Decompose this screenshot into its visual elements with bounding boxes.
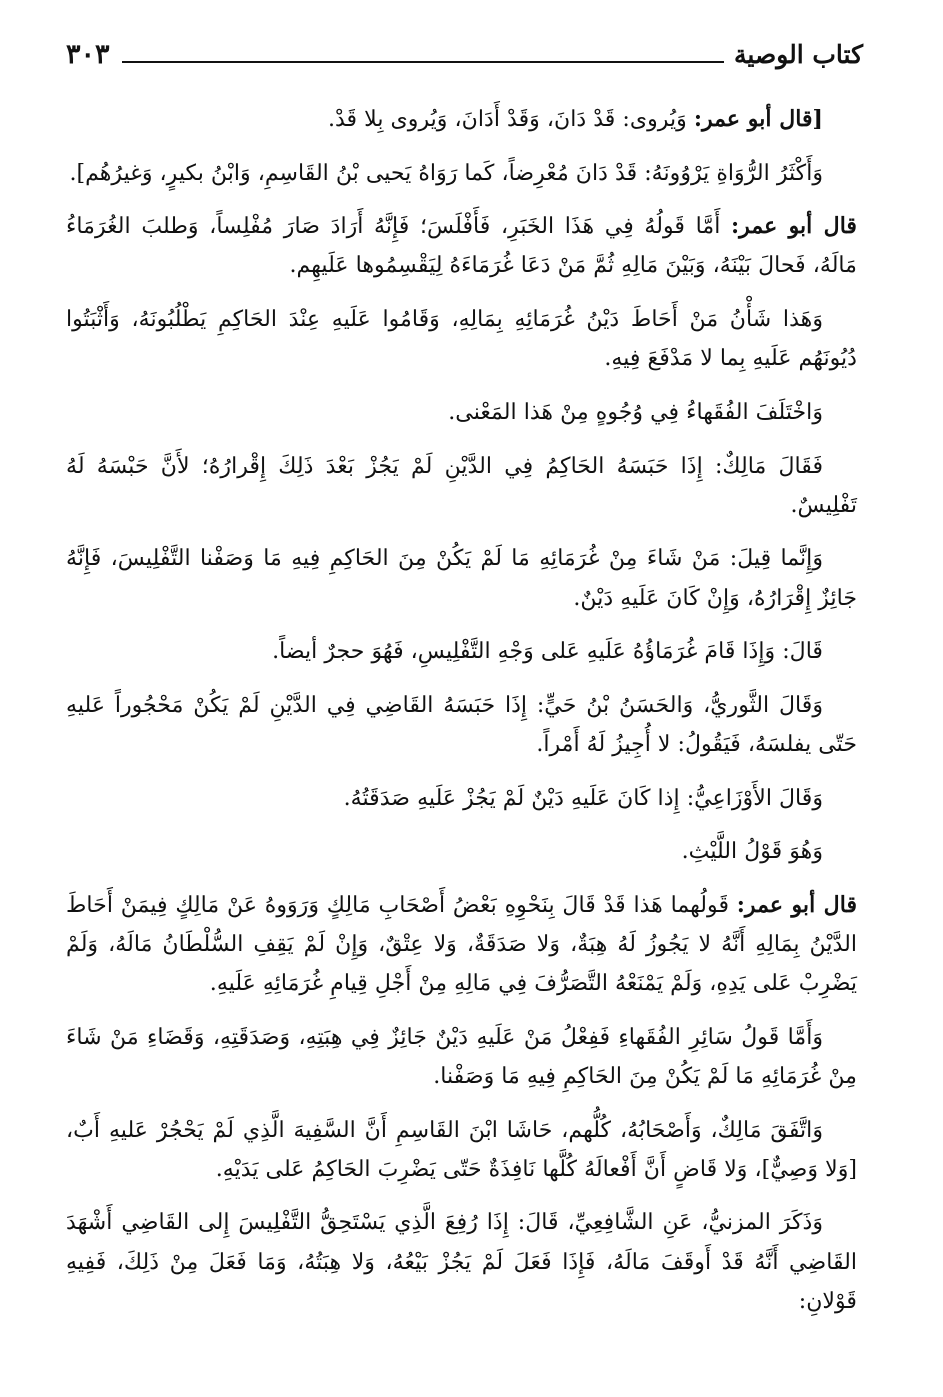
- paragraph-text: قَالَ: وَإِذَا قَامَ غُرَمَاؤُهُ عَلَيهِ عَلى وَجْهِ التَّفْلِيسِ، فَهُوَ حجرٌ أيضاً.: [272, 638, 823, 665]
- book-title: كتاب الوصية: [734, 39, 863, 69]
- paragraph-text: وَاخْتَلَفَ الفُقَهاءُ فِي وُجُوهٍ مِنْ هَذا المَعْنى.: [448, 398, 823, 425]
- paragraph-text: وَأَكْثَرُ الرُّوَاةِ يَرْوُونَهُ: قَدْ دَانَ مُعْرِضاً، كَما رَوَاهُ يَحيى بْنُ القَاسِمِ، وَابْنُ بكيرٍ، وَغيرُهُم].: [69, 159, 823, 186]
- paragraph: [66, 832, 857, 871]
- page-body: [66, 100, 857, 1335]
- paragraph-text: وَاتَّفَقَ مَالِكٌ، وَأَصْحَابُهُ، كُلُّهم، حَاشَا ابْنَ القَاسِمِ أَنَّ السَّفِيهَ الَّذِي لَمْ يَحْجُرْ عَليهِ أَبٌ، [وَلا وَصِيٌّ]، وَلا قَاضٍ أَنَّ أَفْعالَهُ كُلَّها نَافِذَةٌ حَتّى يَضْرِبَ الحَاكِمُ عَلى يَدَيْهِ.: [66, 1116, 857, 1182]
- paragraph: [66, 686, 857, 764]
- page-number: ٣٠٣: [66, 38, 110, 70]
- paragraph-text: وَقَالَ الثَّوريُّ، وَالحَسَنُ بْنُ حَيٍّ: إِذَا حَبَسَهُ القَاضِي فِي الدَّيْنِ لَمْ يَكُنْ مَحْجُوراً عَليهِ حَتّى يفلسَهُ، فَيَقُولُ: لا أُجِيزُ لَهُ أَمْراً.: [66, 691, 857, 757]
- paragraph: [66, 886, 857, 1003]
- paragraph: [66, 1111, 857, 1189]
- paragraph: [66, 393, 857, 432]
- paragraph: [66, 207, 857, 285]
- paragraph-text: فَقَالَ مَالِكٌ: إِذَا حَبَسَهُ الحَاكِمُ فِي الدَّيْنِ لَمْ يَجُزْ بَعْدَ ذَلِكَ إِقْرارُهُ؛ لأَنَّ حَبْسَهُ لَهُ تَفْلِيسٌ.: [66, 452, 857, 518]
- paragraph-text: وَهَذا شَأْنُ مَنْ أَحَاطَ دَيْنُ غُرَمَائِهِ بِمَالِهِ، وَقَامُوا عَلَيهِ عِنْدَ الحَاكِمِ يَطْلُبُونَهُ، وَأَثْبَتُوا دُيُونَهُم عَلَيهِ بِما لا مَدْفَعَ فِيهِ.: [66, 306, 857, 372]
- paragraph-text: وَقَالَ الأَوْزَاعِيُّ: إِذا كَانَ عَلَيهِ دَيْنٌ لَمْ يَجُزْ عَلَيهِ صَدَقَتُهُ.: [343, 784, 823, 811]
- paragraph-text: قَولُهما هَذا قَدْ قَالَ بِنَحْوِهِ بَعْضُ أَصْحَابِ مَالِكٍ وَرَوَوهُ عَنْ مَالِكٍ فِيمَنْ أَحَاطَ الدَّيْنُ بِمَالِهِ أَنَّهُ لا يَجُوزُ لَهُ هِبَةٌ، وَلا صَدَقَةٌ، وَلا عِتْقٌ، وَإِنْ لَمْ يَقِفِ السُّلْطَانُ مَالَهُ، وَلَمْ يَضْرِبْ عَلى يَدِهِ، وَلَمْ يَمْنَعْهُ التَّصَرُّفَ فِي مَالِهِ مِنْ أَجْلِ قِيامِ غُرَمَائِهِ عَلَيهِ.: [66, 892, 857, 997]
- paragraph: [66, 779, 857, 818]
- paragraph-text: وَإِنَّما قِيلَ: مَنْ شَاءَ مِنْ غُرَمَائِهِ مَا لَمْ يَكُنْ مِنَ الحَاكِمِ فِيهِ مَا وَصَفْنا التَّفْلِيسَ، فَإِنَّهُ جَائِزٌ إِقْرَارُهُ، وَإِنْ كَانَ عَلَيهِ دَيْنٌ.: [66, 545, 857, 611]
- page-header: [66, 34, 863, 74]
- paragraph: [66, 1018, 857, 1096]
- speaker-label: قال أبو عمر:: [731, 213, 857, 240]
- paragraph: [66, 1203, 857, 1320]
- paragraph: [66, 100, 857, 139]
- header-rule: [122, 61, 725, 63]
- paragraph: [66, 632, 857, 671]
- paragraph-text: وَهُوَ قَوْلُ اللَّيْثِ.: [681, 838, 823, 865]
- paragraph: [66, 539, 857, 617]
- paragraph-text: وَأَمَّا قَولُ سَائِرِ الفُقَهاءِ فَفِعْلُ مَنْ عَلَيهِ دَيْنٌ جَائِزٌ فِي هِبَتِهِ، وَصَدَقَتِهِ، وَقَضَاءِ مَنْ شَاءَ مِنْ غُرَمَائِهِ مَا لَمْ يَكُنْ مِنَ الحَاكِمِ فِيهِ مَا وَصَفْنا.: [66, 1023, 857, 1089]
- paragraph: [66, 154, 857, 193]
- paragraph-text: أَمَّا قَولُهُ فِي هَذَا الخَبَرِ، فَأَفْلَسَ؛ فَإِنَّهُ أَرَادَ صَارَ مُفْلِساً، وَطلبَ الغُرَمَاءُ مَالَهُ، فَحالَ بَيْنَهُ، وَبَيْنَ مَالِهِ ثُمَّ مَنْ دَعَا غُرَمَاءَهُ لِيَقْسِمُوها عَلَيهِم.: [66, 213, 857, 279]
- speaker-label: [قال أبو عمر:: [693, 106, 823, 132]
- paragraph-text: وَذَكَرَ المزنيُّ، عَنِ الشَّافِعِيِّ، قَالَ: إِذَا رُفِعَ الَّذِي يَسْتَحِقُّ التَّفْلِيسَ إِلى القَاضِي أَشْهَدَ القَاضِي أَنَّهُ قَدْ أَوقَفَ مَالَهُ، فَإِذَا فَعَلَ لَمْ يَجُزْ بَيْعُهُ، وَلا هِبَتُهُ، وَمَا فَعَلَ مِنْ ذَلِكَ، فَفِيهِ قَوْلانِ:: [66, 1209, 857, 1314]
- paragraph: [66, 300, 857, 378]
- paragraph-text: وَيُروى: قَدْ دَانَ، وَقَدْ أَدَانَ، وَيُروى بِلا قَدْ.: [327, 106, 694, 132]
- speaker-label: قال أبو عمر:: [736, 892, 858, 919]
- paragraph: [66, 447, 857, 525]
